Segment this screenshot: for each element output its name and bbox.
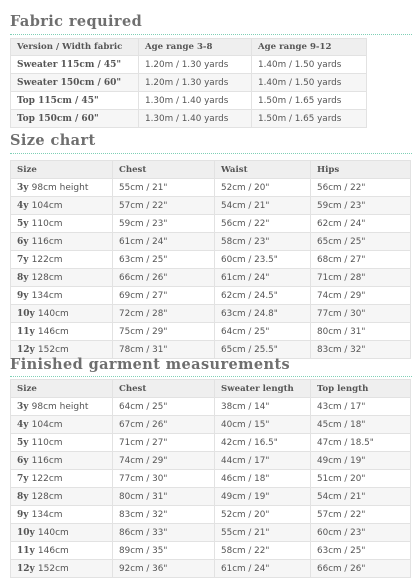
size-chart-size-cell [11, 215, 113, 233]
finished-size-cell [11, 452, 113, 470]
size-chart-measure-cell: 60cm / 23.5" [215, 251, 311, 269]
finished-size-height: 134cm [31, 509, 63, 520]
size-chart-row [11, 269, 411, 287]
finished-header: Size [11, 380, 113, 398]
finished-size-cell [11, 398, 113, 416]
size-chart-size-age: 10y [17, 308, 35, 319]
size-chart-header: Hips [311, 161, 411, 179]
size-chart-measure-cell: 64cm / 25" [215, 323, 311, 341]
fabric-section [0, 11, 416, 33]
fabric-row [11, 74, 367, 92]
size-chart-size-age: 7y [17, 254, 29, 265]
size-chart-measure-cell: 65cm / 25" [311, 233, 411, 251]
finished-row [11, 452, 411, 470]
fabric-amount-cell: 1.30m / 1.40 yards [139, 92, 252, 110]
size-chart-measure-cell: 66cm / 26" [113, 269, 215, 287]
size-chart-row [11, 197, 411, 215]
fabric-row [11, 56, 367, 74]
size-chart-header: Size [11, 161, 113, 179]
size-chart-header: Waist [215, 161, 311, 179]
finished-measure-cell: 77cm / 30" [113, 470, 215, 488]
finished-size-height: 122cm [31, 473, 63, 484]
finished-row [11, 560, 411, 578]
finished-measure-cell: 89cm / 35" [113, 542, 215, 560]
finished-size-age: 4y [17, 419, 29, 430]
size-chart-measure-cell: 54cm / 21" [215, 197, 311, 215]
size-chart-row [11, 179, 411, 197]
finished-row [11, 542, 411, 560]
finished-header: Chest [113, 380, 215, 398]
size-chart-size-cell [11, 323, 113, 341]
size-chart-divider [10, 153, 412, 154]
fabric-version-cell: Top 150cm / 60" [11, 110, 139, 128]
size-chart-measure-cell: 55cm / 21" [113, 179, 215, 197]
size-chart-size-age: 4y [17, 200, 29, 211]
size-chart-measure-cell: 59cm / 23" [113, 215, 215, 233]
size-chart-size-height: 116cm [31, 236, 63, 247]
fabric-amount-cell: 1.50m / 1.65 yards [252, 110, 367, 128]
size-chart-measure-cell: 74cm / 29" [311, 287, 411, 305]
size-chart-section [0, 130, 416, 152]
finished-measure-cell: 51cm / 20" [311, 470, 411, 488]
fabric-divider [10, 34, 412, 35]
size-chart-measure-cell: 80cm / 31" [311, 323, 411, 341]
size-chart-measure-cell: 56cm / 22" [215, 215, 311, 233]
fabric-version-cell: Sweater 115cm / 45" [11, 56, 139, 74]
size-chart-measure-cell: 56cm / 22" [311, 179, 411, 197]
size-chart-size-age: 3y [17, 182, 29, 193]
finished-row [11, 434, 411, 452]
finished-measure-cell: 44cm / 17" [215, 452, 311, 470]
size-chart-size-height: 110cm [31, 218, 63, 229]
fabric-version-cell: Top 115cm / 45" [11, 92, 139, 110]
finished-measure-cell: 58cm / 22" [215, 542, 311, 560]
size-chart-measure-cell: 62cm / 24.5" [215, 287, 311, 305]
finished-size-cell [11, 488, 113, 506]
finished-measure-cell: 43cm / 17" [311, 398, 411, 416]
size-chart-size-age: 8y [17, 272, 29, 283]
finished-size-height: 140cm [37, 527, 69, 538]
finished-size-age: 3y [17, 401, 29, 412]
size-chart-size-cell [11, 233, 113, 251]
finished-measure-cell: 71cm / 27" [113, 434, 215, 452]
finished-size-height: 116cm [31, 455, 63, 466]
finished-size-cell [11, 542, 113, 560]
finished-size-age: 5y [17, 437, 29, 448]
finished-section [0, 354, 416, 376]
size-chart-title: Size chart [10, 132, 96, 149]
finished-size-height: 104cm [31, 419, 63, 430]
size-chart-size-height: 104cm [31, 200, 63, 211]
finished-size-cell [11, 434, 113, 452]
finished-measure-cell: 47cm / 18.5" [311, 434, 411, 452]
finished-row [11, 416, 411, 434]
finished-title: Finished garment measurements [10, 356, 291, 373]
finished-measure-cell: 40cm / 15" [215, 416, 311, 434]
size-chart-measure-cell: 58cm / 23" [215, 233, 311, 251]
size-chart-measure-cell: 78cm / 31" [113, 341, 215, 359]
finished-measure-cell: 55cm / 21" [215, 524, 311, 542]
size-chart-size-age: 9y [17, 290, 29, 301]
size-chart-row [11, 215, 411, 233]
finished-row [11, 524, 411, 542]
fabric-header: Version / Width fabric [11, 39, 139, 56]
finished-measure-cell: 80cm / 31" [113, 488, 215, 506]
finished-measure-cell: 92cm / 36" [113, 560, 215, 578]
finished-size-age: 12y [17, 563, 35, 574]
size-chart-size-height: 140cm [37, 308, 69, 319]
size-chart-measure-cell: 61cm / 24" [215, 269, 311, 287]
finished-measure-cell: 86cm / 33" [113, 524, 215, 542]
size-chart-measure-cell: 77cm / 30" [311, 305, 411, 323]
size-chart-size-height: 134cm [31, 290, 63, 301]
size-chart-size-age: 12y [17, 344, 35, 355]
size-chart-measure-cell: 62cm / 24" [311, 215, 411, 233]
finished-measure-cell: 66cm / 26" [311, 560, 411, 578]
size-chart-measure-cell: 61cm / 24" [113, 233, 215, 251]
fabric-amount-cell: 1.50m / 1.65 yards [252, 92, 367, 110]
finished-size-cell [11, 524, 113, 542]
size-chart-size-age: 6y [17, 236, 29, 247]
finished-measure-cell: 67cm / 26" [113, 416, 215, 434]
finished-measure-cell: 54cm / 21" [311, 488, 411, 506]
finished-measure-cell: 45cm / 18" [311, 416, 411, 434]
finished-size-height: 128cm [31, 491, 63, 502]
fabric-row [11, 92, 367, 110]
finished-measure-cell: 52cm / 20" [215, 506, 311, 524]
size-chart-size-cell [11, 179, 113, 197]
size-chart-size-height: 146cm [37, 326, 69, 337]
finished-measure-cell: 60cm / 23" [311, 524, 411, 542]
finished-row [11, 398, 411, 416]
finished-size-height: 110cm [31, 437, 63, 448]
finished-measure-cell: 74cm / 29" [113, 452, 215, 470]
size-chart-measure-cell: 59cm / 23" [311, 197, 411, 215]
size-chart-size-cell [11, 197, 113, 215]
finished-measure-cell: 83cm / 32" [113, 506, 215, 524]
finished-divider [10, 376, 412, 377]
size-chart-row [11, 287, 411, 305]
finished-size-age: 7y [17, 473, 29, 484]
size-chart-size-age: 5y [17, 218, 29, 229]
size-chart-size-height: 98cm height [31, 182, 89, 193]
size-chart-size-cell [11, 287, 113, 305]
size-chart-measure-cell: 75cm / 29" [113, 323, 215, 341]
size-chart-measure-cell: 57cm / 22" [113, 197, 215, 215]
size-chart-size-height: 122cm [31, 254, 63, 265]
fabric-header: Age range 9-12 [252, 39, 367, 56]
size-chart-size-height: 152cm [37, 344, 69, 355]
fabric-header: Age range 3-8 [139, 39, 252, 56]
size-chart-row [11, 305, 411, 323]
finished-table [10, 379, 411, 578]
size-chart-measure-cell: 65cm / 25.5" [215, 341, 311, 359]
fabric-title: Fabric required [10, 13, 143, 30]
finished-size-height: 146cm [37, 545, 69, 556]
finished-measure-cell: 61cm / 24" [215, 560, 311, 578]
size-chart-measure-cell: 63cm / 25" [113, 251, 215, 269]
finished-header: Top length [311, 380, 411, 398]
size-chart-row [11, 323, 411, 341]
size-chart-table [10, 160, 411, 359]
finished-measure-cell: 46cm / 18" [215, 470, 311, 488]
finished-size-cell [11, 560, 113, 578]
fabric-amount-cell: 1.40m / 1.50 yards [252, 74, 367, 92]
size-chart-row [11, 251, 411, 269]
finished-measure-cell: 49cm / 19" [215, 488, 311, 506]
size-chart-header: Chest [113, 161, 215, 179]
size-chart-size-height: 128cm [31, 272, 63, 283]
size-chart-measure-cell: 83cm / 32" [311, 341, 411, 359]
finished-measure-cell: 49cm / 19" [311, 452, 411, 470]
size-chart-size-cell [11, 305, 113, 323]
fabric-table [10, 38, 367, 128]
finished-row [11, 488, 411, 506]
size-chart-size-cell [11, 251, 113, 269]
finished-measure-cell: 57cm / 22" [311, 506, 411, 524]
finished-size-cell [11, 506, 113, 524]
finished-row [11, 470, 411, 488]
size-chart-measure-cell: 69cm / 27" [113, 287, 215, 305]
size-chart-measure-cell: 71cm / 28" [311, 269, 411, 287]
finished-size-age: 11y [17, 545, 35, 556]
fabric-amount-cell: 1.20m / 1.30 yards [139, 56, 252, 74]
size-chart-measure-cell: 52cm / 20" [215, 179, 311, 197]
size-chart-measure-cell: 63cm / 24.8" [215, 305, 311, 323]
finished-size-cell [11, 416, 113, 434]
finished-row [11, 506, 411, 524]
fabric-amount-cell: 1.20m / 1.30 yards [139, 74, 252, 92]
finished-size-age: 8y [17, 491, 29, 502]
finished-size-age: 6y [17, 455, 29, 466]
finished-header: Sweater length [215, 380, 311, 398]
finished-measure-cell: 63cm / 25" [311, 542, 411, 560]
fabric-amount-cell: 1.30m / 1.40 yards [139, 110, 252, 128]
finished-size-cell [11, 470, 113, 488]
finished-size-height: 152cm [37, 563, 69, 574]
fabric-row [11, 110, 367, 128]
finished-size-height: 98cm height [31, 401, 89, 412]
finished-size-age: 9y [17, 509, 29, 520]
size-chart-measure-cell: 68cm / 27" [311, 251, 411, 269]
finished-measure-cell: 42cm / 16.5" [215, 434, 311, 452]
finished-measure-cell: 38cm / 14" [215, 398, 311, 416]
finished-measure-cell: 64cm / 25" [113, 398, 215, 416]
fabric-version-cell: Sweater 150cm / 60" [11, 74, 139, 92]
size-chart-row [11, 233, 411, 251]
size-chart-size-age: 11y [17, 326, 35, 337]
finished-size-age: 10y [17, 527, 35, 538]
size-chart-size-cell [11, 269, 113, 287]
size-chart-measure-cell: 72cm / 28" [113, 305, 215, 323]
fabric-amount-cell: 1.40m / 1.50 yards [252, 56, 367, 74]
